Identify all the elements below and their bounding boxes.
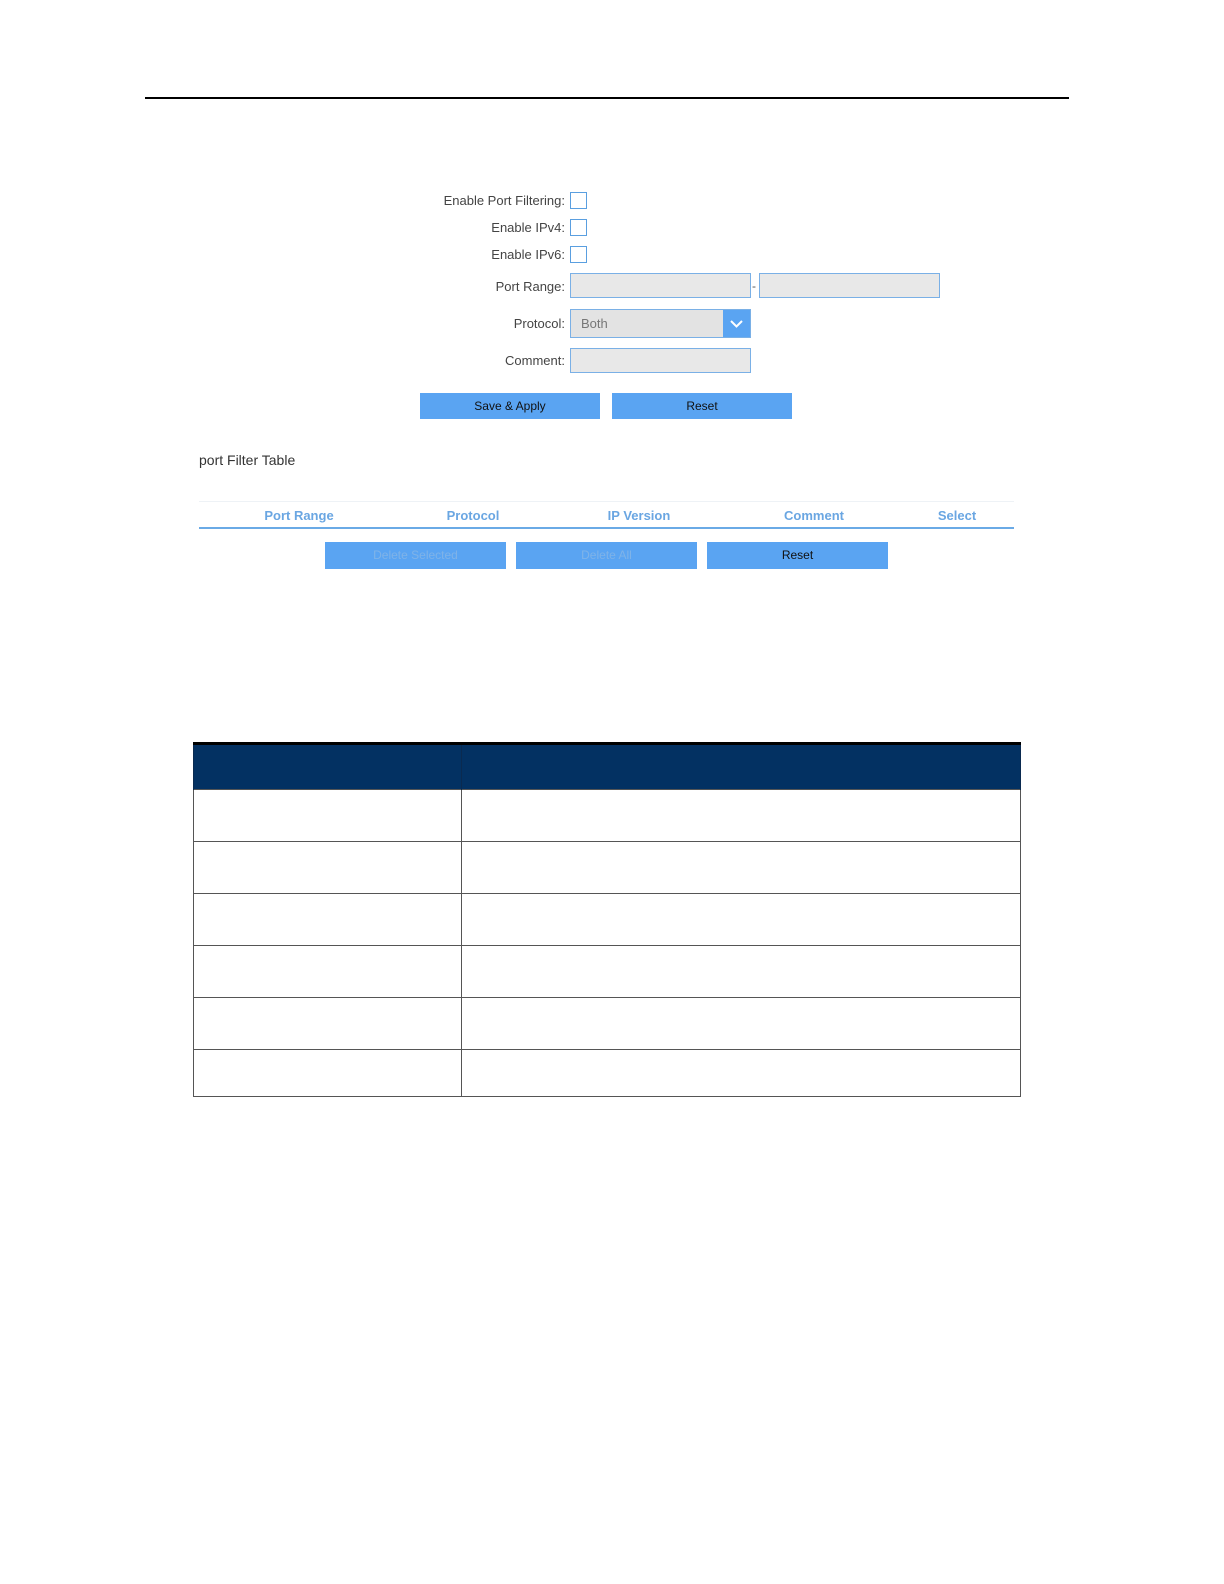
port-filter-table-title: port Filter Table: [199, 452, 296, 468]
table-cell: [462, 790, 1021, 842]
column-header-select: Select: [937, 508, 977, 523]
table-cell: [462, 894, 1021, 946]
table-row: [194, 894, 1021, 946]
protocol-label: Protocol:: [513, 316, 565, 331]
table-row: [194, 946, 1021, 998]
table-reset-button[interactable]: Reset: [707, 542, 888, 569]
enable-ipv4-label: Enable IPv4:: [491, 220, 565, 235]
table-cell: [194, 1050, 462, 1097]
table-row: [194, 1050, 1021, 1097]
delete-all-button[interactable]: Delete All: [516, 542, 697, 569]
table-cell: [194, 946, 462, 998]
page-header-rule: [145, 97, 1069, 99]
description-table-header-cell: [194, 744, 462, 790]
form-reset-button[interactable]: Reset: [612, 393, 792, 419]
save-apply-button[interactable]: Save & Apply: [420, 393, 600, 419]
protocol-select-value: Both: [581, 316, 608, 331]
delete-selected-button[interactable]: Delete Selected: [325, 542, 506, 569]
column-header-protocol: Protocol: [446, 508, 500, 523]
table-cell: [194, 894, 462, 946]
port-filter-table-header: [199, 501, 1014, 529]
table-cell: [462, 946, 1021, 998]
table-cell: [462, 1050, 1021, 1097]
comment-field[interactable]: [570, 348, 751, 373]
enable-ipv4-checkbox[interactable]: [570, 219, 587, 236]
port-range-end-field[interactable]: [759, 273, 940, 298]
column-header-port-range: Port Range: [264, 508, 334, 523]
description-table-header-cell: [462, 744, 1021, 790]
comment-label: Comment:: [505, 353, 565, 368]
table-cell: [194, 842, 462, 894]
protocol-select[interactable]: [570, 309, 751, 338]
column-header-comment: Comment: [784, 508, 844, 523]
enable-port-filtering-label: Enable Port Filtering:: [443, 193, 565, 208]
column-header-ip-version: IP Version: [607, 508, 671, 523]
description-table-header-row: [194, 744, 1021, 790]
description-table: [193, 742, 1021, 1097]
port-range-separator: -: [752, 279, 756, 293]
table-row: [194, 998, 1021, 1050]
port-range-start-field[interactable]: [570, 273, 751, 298]
chevron-down-icon[interactable]: [723, 310, 750, 337]
port-range-label: Port Range:: [495, 279, 565, 294]
table-cell: [462, 998, 1021, 1050]
table-cell: [194, 998, 462, 1050]
table-row: [194, 790, 1021, 842]
enable-port-filtering-checkbox[interactable]: [570, 192, 587, 209]
enable-ipv6-checkbox[interactable]: [570, 246, 587, 263]
table-row: [194, 842, 1021, 894]
enable-ipv6-label: Enable IPv6:: [491, 247, 565, 262]
table-cell: [194, 790, 462, 842]
table-cell: [462, 842, 1021, 894]
